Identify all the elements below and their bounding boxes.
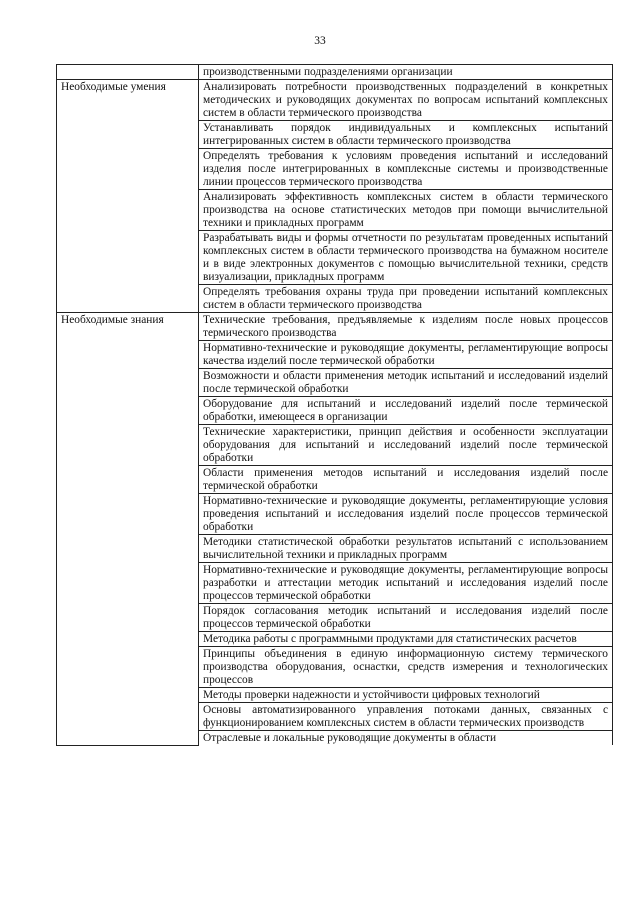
table-row [57,313,613,341]
requirement-item: Определять требования к условиям проведения испытаний и исследований изделия после интегрированных в комплексные системы и производственные линии процессов термического производства [199,149,613,190]
section-label [57,65,199,80]
requirement-item: Определять требования охраны труда при проведении испытаний комплексных систем в области термического производства [199,285,613,313]
requirement-item: Технические характеристики, принцип действия и особенности эксплуатации оборудования для испытаний и исследований изделий после термической обработки [199,425,613,466]
requirement-item: Технические требования, предъявляемые к изделиям после новых процессов термического производства [199,313,613,341]
table-row [57,80,613,121]
requirement-item: Нормативно-технические и руководящие документы, регламентирующие вопросы разработки и аттестации методик испытаний и исследования изделий после процессов термической обработки [199,563,613,604]
requirement-item: Нормативно-технические и руководящие документы, регламентирующие вопросы качества изделий после термической обработки [199,341,613,369]
requirement-item: Отраслевые и локальные руководящие документы в области [199,731,613,746]
requirement-item: Принципы объединения в единую информационную систему термического производства оборудования, оснастки, средств измерения и технологических процессов [199,647,613,688]
requirement-item: Области применения методов испытаний и исследования изделий после термической обработки [199,466,613,494]
section-label: Необходимые умения [57,80,199,313]
requirement-item: Методики статистической обработки результатов испытаний с использованием вычислительной техники и прикладных программ [199,535,613,563]
requirement-item: Оборудование для испытаний и исследований изделий после термической обработки, имеющееся в организации [199,397,613,425]
requirements-table [56,64,613,746]
requirement-item: Нормативно-технические и руководящие документы, регламентирующие условия проведения испытаний и исследования изделий после процессов термической обработки [199,494,613,535]
requirement-item: Анализировать потребности производственных подразделений в конкретных методических и руководящих документах по вопросам испытаний комплексных систем в области термического производства [199,80,613,121]
page-number: 33 [314,35,326,47]
requirement-item: Возможности и области применения методик испытаний и исследований изделий после термической обработки [199,369,613,397]
requirement-item: производственными подразделениями организации [199,65,613,80]
requirement-item: Анализировать эффективность комплексных систем в области термического производства на основе статистических методов при помощи вычислительной техники и прикладных программ [199,190,613,231]
requirement-item: Методика работы с программными продуктами для статистических расчетов [199,632,613,647]
section-label: Необходимые знания [57,313,199,746]
requirement-item: Методы проверки надежности и устойчивости цифровых технологий [199,688,613,703]
requirement-item: Разрабатывать виды и формы отчетности по результатам проведенных испытаний комплексных систем в области термического производства на бумажном носителе и в виде электронных документов с помощью вычислительной техники, средств визуализации, прикладных программ [199,231,613,285]
requirement-item: Устанавливать порядок индивидуальных и комплексных испытаний интегрированных систем в области термического производства [199,121,613,149]
requirement-item: Порядок согласования методик испытаний и исследования изделий после процессов термической обработки [199,604,613,632]
table-row [57,65,613,80]
requirement-item: Основы автоматизированного управления потоками данных, связанных с функционированием комплексных систем в области термических производств [199,703,613,731]
